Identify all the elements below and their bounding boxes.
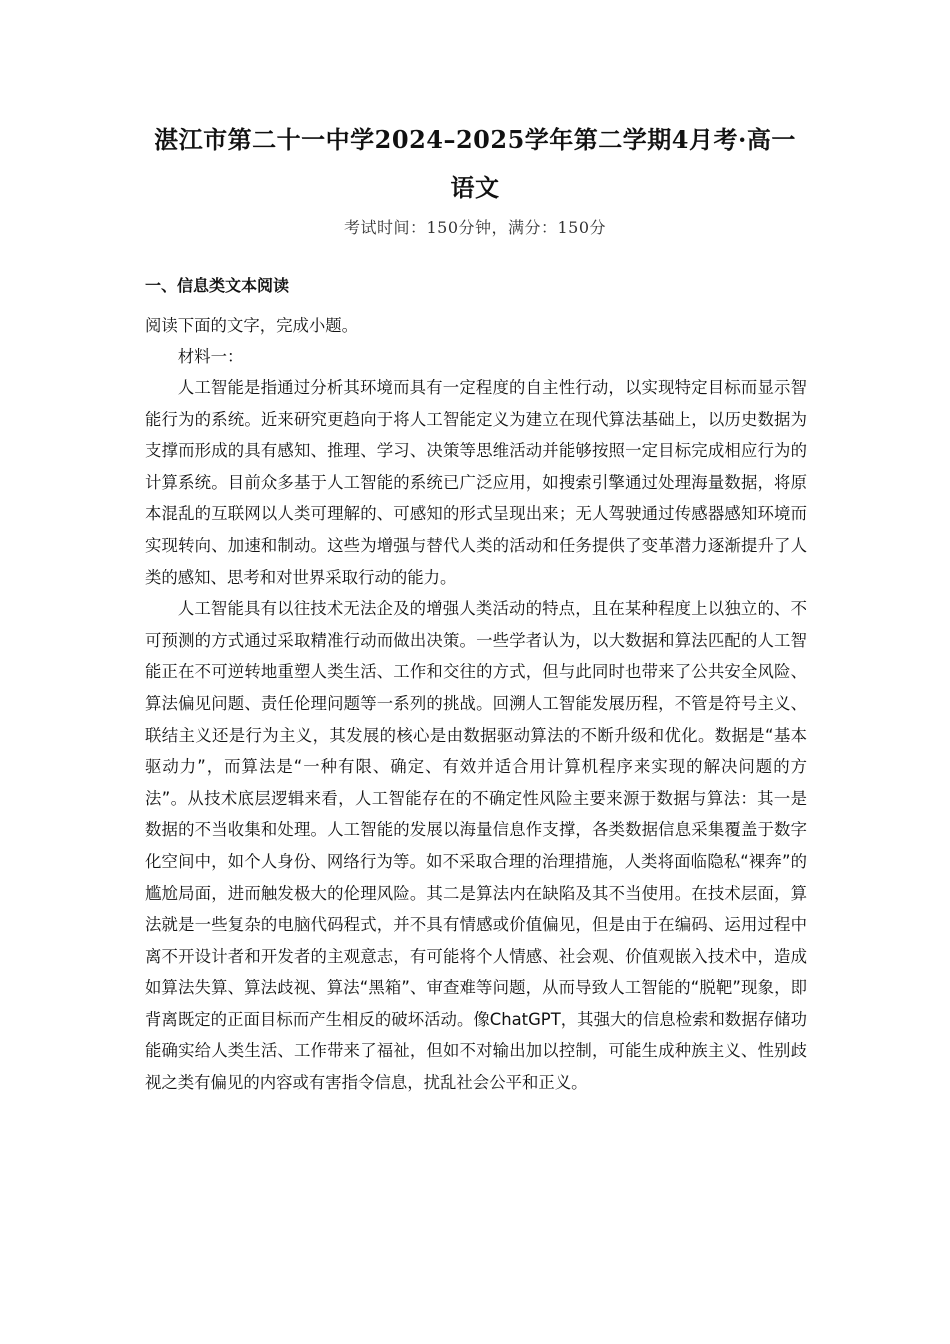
exam-info: 考试时间：150分钟，满分：150分 (343, 218, 607, 237)
document-title-line-2: 语文 (450, 173, 500, 202)
section-reading (145, 274, 807, 1099)
paragraph-2: 人工智能具有以往技术无法企及的增强人类活动的特点，且在某种程度上以独立的、不可预测的方式通过采取精准行动而做出决策。一些学者认为，以大数据和算法匹配的人工智能正在不可逆转地重塑人类生活、工作和交往的方式，但与此同时也带来了公共安全风险、算法偏见问题、责任伦理问题等一系列的挑战。回溯人工智能发展历程，不管是符号主义、联结主义还是行为主义，其发展的核心是由数据驱动算法的不断升级和优化。数据是“基本驱动力”，而算法是“一种有限、确定、有效并适合用计算机程序来实现的解决问题的方法”。从技术底层逻辑来看，人工智能存在的不确定性风险主要来源于数据与算法：其一是数据的不当收集和处理。人工智能的发展以海量信息作支撑，各类数据信息采集覆盖于数字化空间中，如个人身份、网络行为等。如不采取合理的治理措施，人类将面临隐私“裸奔”的尴尬局面，进而触发极大的伦理风险。其二是算法内在缺陷及其不当使用。在技术层面，算法就是一些复杂的电脑代码程式，并不具有情感或价值偏见，但是由于在编码、运用过程中离不开设计者和开发者的主观意志，有可能将个人情感、社会观、价值观嵌入技术中，造成如算法失算、算法歧视、算法“黑箱”、审查难等问题，从而导致人工智能的“脱靶”现象，即背离既定的正面目标而产生相反的破坏活动。像ChatGPT，其强大的信息检索和数据存储功能确实给人类生活、工作带来了福祉，但如不对输出加以控制，可能生成种族主义、性别歧视之类有偏见的内容或有害指令信息，扰乱社会公平和正义。 (145, 599, 807, 1093)
document-title-line-1: 湛江市第二十一中学2024–2025学年第二学期4月考·高一 (154, 125, 796, 154)
paragraph-1: 人工智能是指通过分析其环境而具有一定程度的自主性行动，以实现特定目标而显示智能行为的系统。近来研究更趋向于将人工智能定义为建立在现代算法基础上，以历史数据为支撑而形成的具有感知、推理、学习、决策等思维活动并能够按照一定目标完成相应行为的计算系统。目前众多基于人工智能的系统已广泛应用，如搜索引擎通过处理海量数据，将原本混乱的互联网以人类可理解的、可感知的形式呈现出来；无人驾驶通过传感器感知环境而实现转向、加速和制动。这些为增强与替代人类的活动和任务提供了变革潜力逐渐提升了人类的感知、思考和对世界采取行动的能力。 (145, 378, 807, 587)
section-heading: 一、信息类文本阅读 (145, 276, 290, 295)
section-instruction: 阅读下面的文字，完成小题。 (145, 316, 359, 335)
material-label: 材料一： (177, 347, 244, 366)
